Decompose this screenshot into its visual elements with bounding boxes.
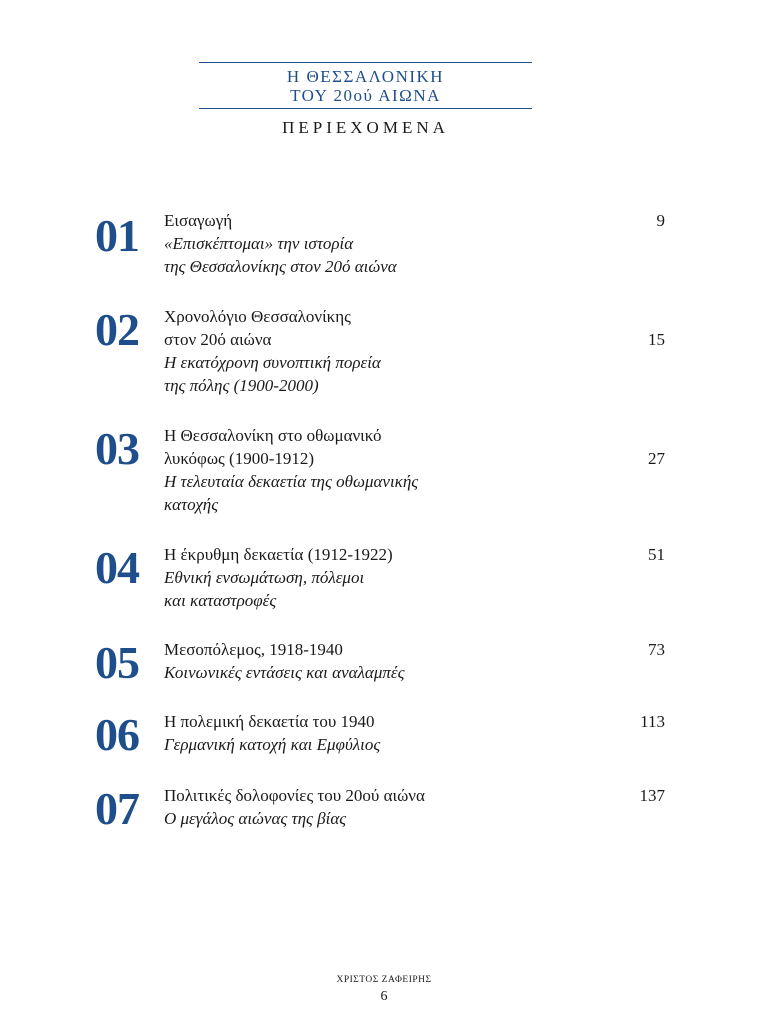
chapter-number: 01 (95, 210, 139, 261)
chapter-title-line: Η έκρυθμη δεκαετία (1912-1922) (164, 545, 393, 564)
chapter-subtitle-line: Εθνική ενσωμάτωση, πόλεμοι (164, 568, 365, 587)
chapter-page-number: 113 (640, 712, 665, 731)
chapter-subtitle-line: Γερμανική κατοχή και Εμφύλιος (164, 735, 381, 754)
chapter-subtitle-line: Η τελευταία δεκαετία της οθωμανικής (164, 472, 419, 491)
chapter-title-line: Πολιτικές δολοφονίες του 20ού αιώνα (164, 786, 425, 805)
book-title-line-2: ΤΟΥ 20ού ΑΙΩΝΑ (290, 86, 441, 105)
chapter-text (164, 424, 594, 516)
book-title-line-1: Η ΘΕΣΣΑΛΟΝΙΚΗ (286, 67, 445, 86)
chapter-text (164, 784, 594, 830)
author-name: ΧΡΙΣΤΟΣ ΖΑΦΕΙΡΗΣ (336, 975, 432, 985)
chapter-page-number: 27 (648, 449, 665, 468)
chapter-number: 07 (95, 783, 139, 834)
chapter-text (164, 305, 594, 397)
chapter-title-line: Η Θεσσαλονίκη στο οθωμανικό (164, 426, 382, 445)
chapter-text (164, 543, 594, 612)
chapter-text (164, 638, 594, 684)
chapter-text (164, 710, 594, 756)
chapter-number: 06 (95, 709, 139, 760)
chapter-number: 02 (95, 304, 139, 355)
chapter-number: 03 (95, 423, 139, 474)
chapter-page-number: 51 (648, 545, 665, 564)
contents-title: ΠΕΡΙΕΧΟΜΕΝΑ (282, 118, 449, 137)
chapter-page-number: 137 (639, 786, 665, 805)
chapter-title-line: στον 20ό αιώνα (164, 330, 272, 349)
chapter-title-line: λυκόφως (1900-1912) (164, 449, 315, 468)
chapter-title-line: Εισαγωγή (164, 211, 233, 230)
chapter-title-line: Χρονολόγιο Θεσσαλονίκης (164, 307, 351, 326)
header-bottom-rule (199, 108, 532, 109)
chapter-page-number: 9 (656, 211, 665, 230)
chapter-number: 04 (95, 542, 139, 593)
chapter-text (164, 209, 594, 278)
chapter-subtitle-line: της Θεσσαλονίκης στον 20ό αιώνα (164, 257, 397, 276)
chapter-subtitle-line: «Επισκέπτομαι» την ιστορία (164, 234, 354, 253)
chapter-subtitle-line: κατοχής (164, 495, 219, 514)
chapter-subtitle-line: Η εκατόχρονη συνοπτική πορεία (164, 353, 381, 372)
book-title (199, 63, 532, 108)
chapter-subtitle-line: και καταστροφές (164, 591, 277, 610)
chapter-number: 05 (95, 637, 139, 688)
chapter-subtitle-line: της πόλης (1900-2000) (164, 376, 319, 395)
chapter-subtitle-line: Κοινωνικές εντάσεις και αναλαμπές (164, 663, 405, 682)
chapter-title-line: Μεσοπόλεμος, 1918-1940 (164, 640, 343, 659)
chapter-title-line: Η πολεμική δεκαετία του 1940 (164, 712, 375, 731)
chapter-page-number: 73 (648, 640, 665, 659)
chapter-page-number: 15 (648, 330, 665, 349)
chapter-subtitle-line: Ο μεγάλος αιώνας της βίας (164, 809, 347, 828)
page-number: 6 (380, 989, 388, 1004)
book-header (199, 62, 532, 138)
